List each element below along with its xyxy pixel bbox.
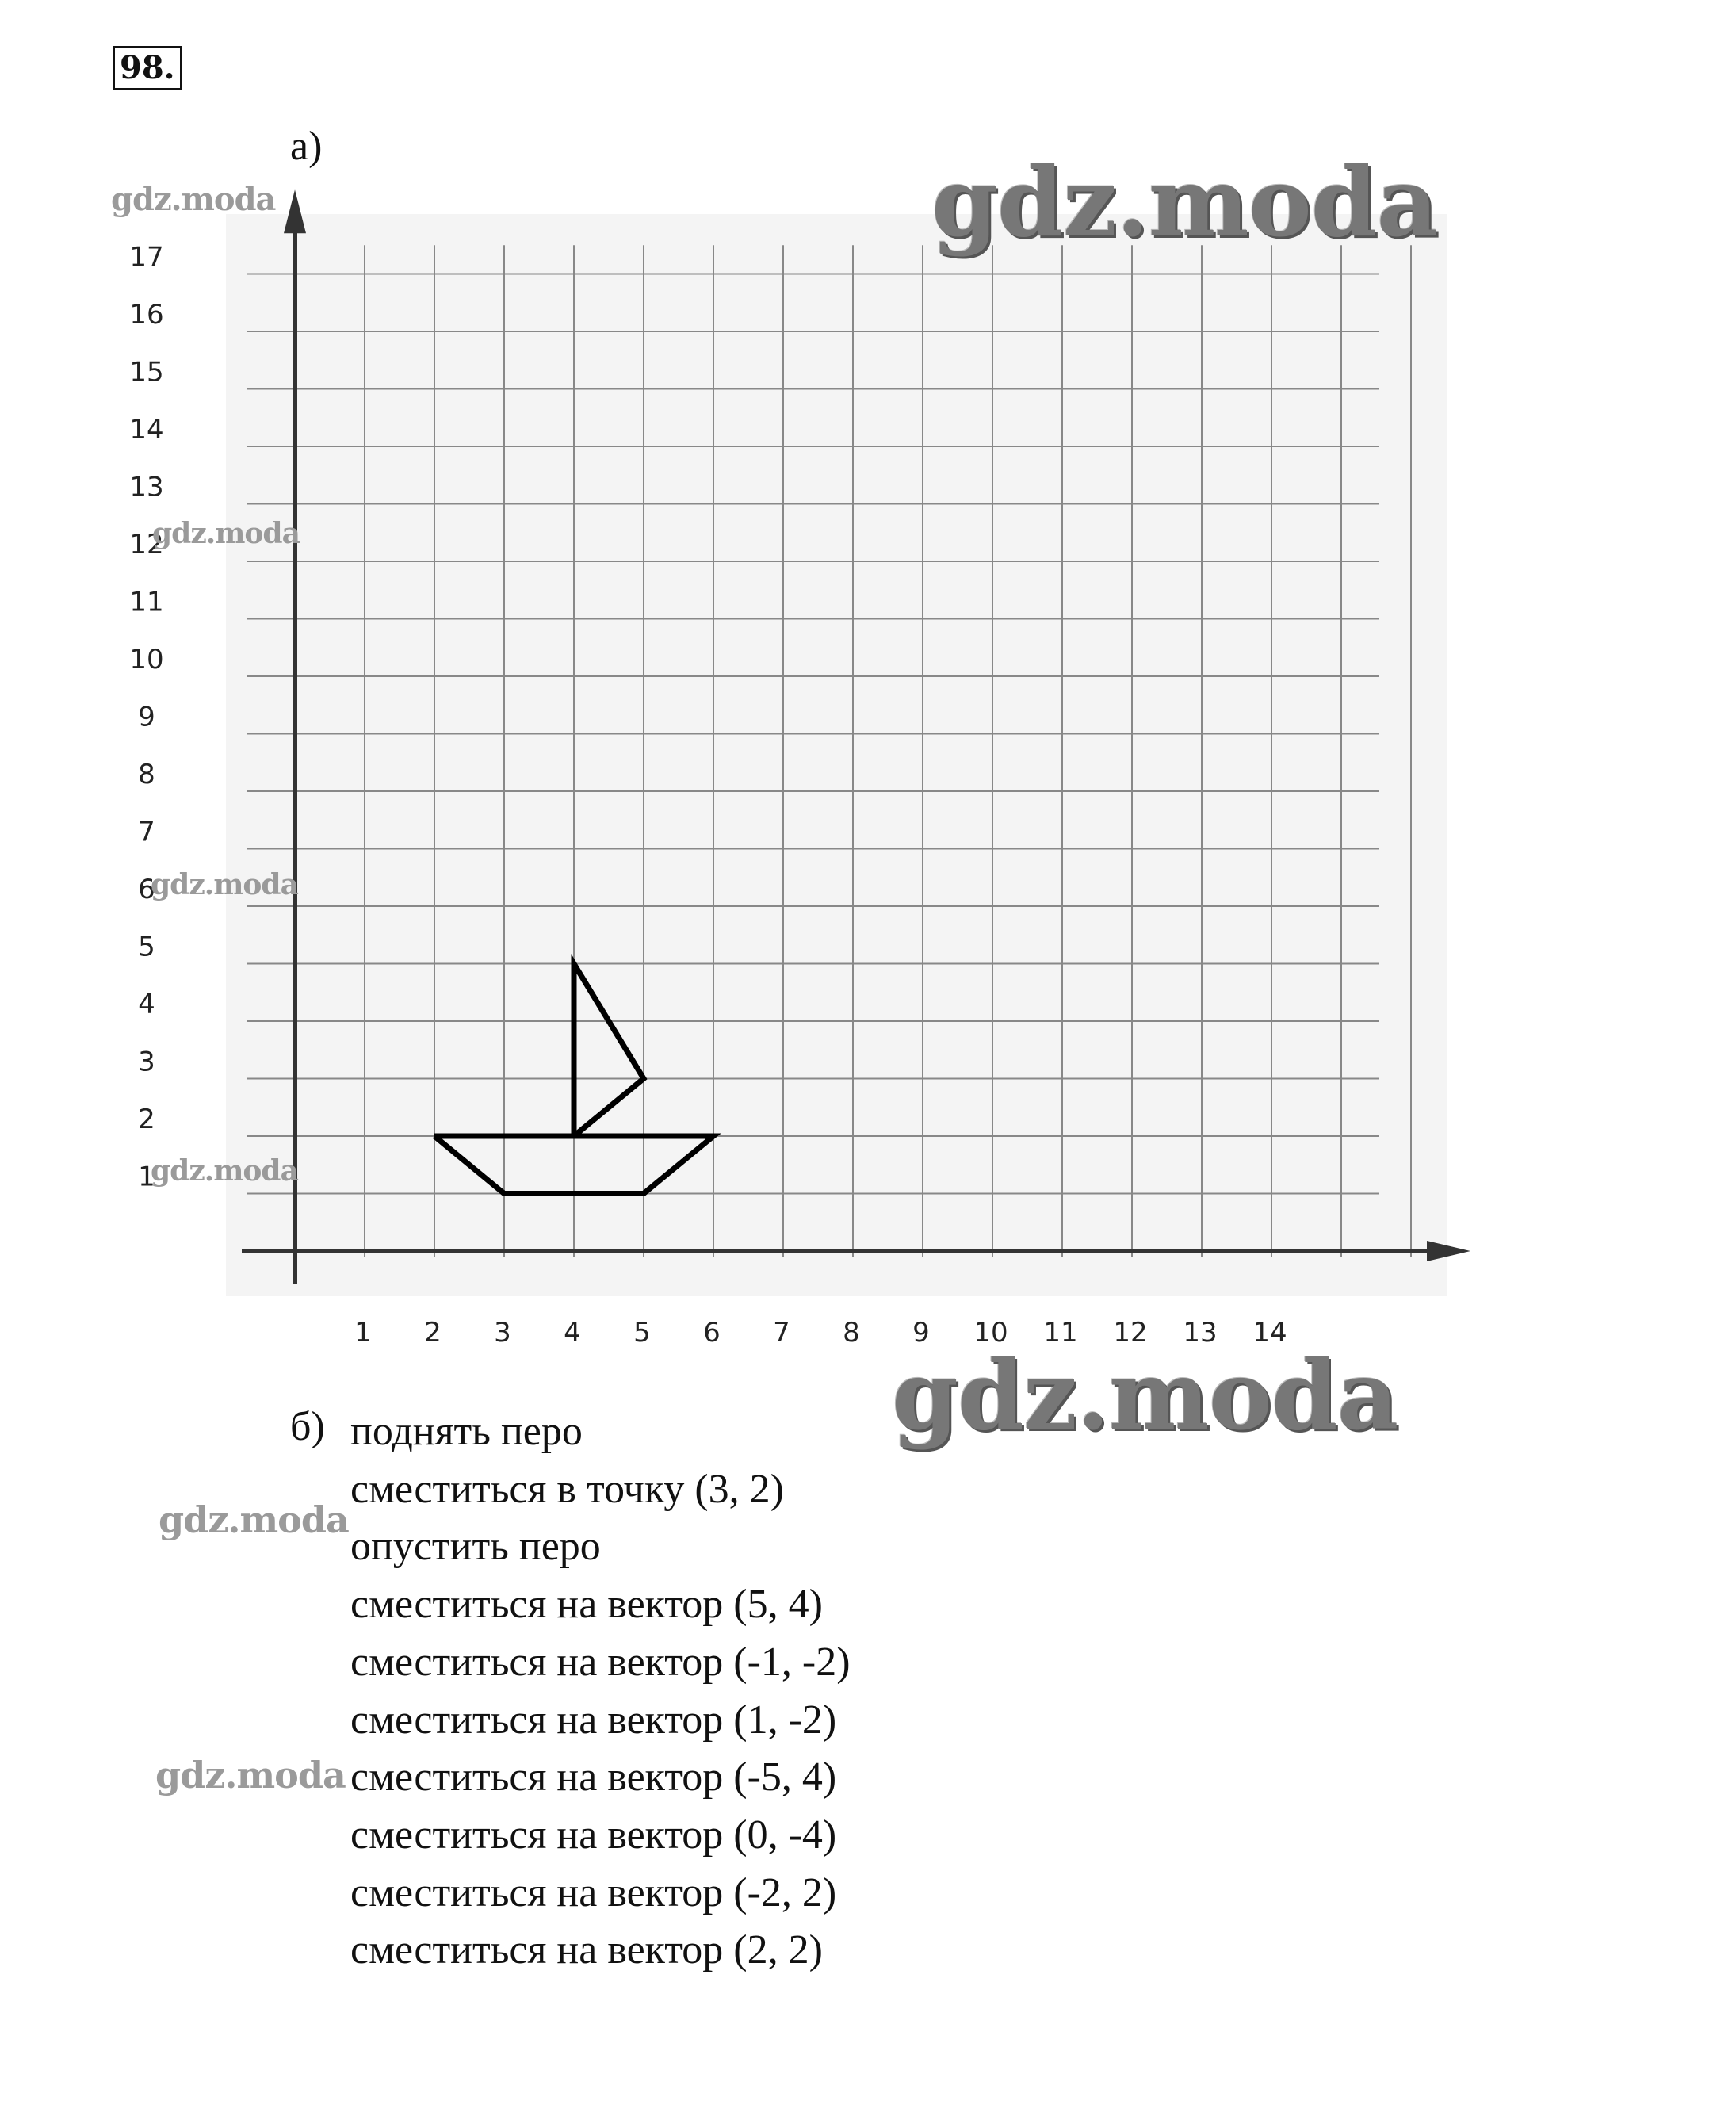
problem-number: 98.: [113, 46, 182, 90]
x-tick-label: 7: [773, 1317, 790, 1349]
y-tick-label: 3: [138, 1046, 155, 1078]
command-item: сместиться в точку (3, 2): [350, 1466, 784, 1512]
watermark: gdz.moda: [892, 1340, 1398, 1452]
watermark: gdz.moda: [159, 1498, 349, 1541]
command-item: сместиться на вектор (-1, -2): [350, 1639, 851, 1685]
x-tick-label: 9: [912, 1317, 930, 1349]
y-tick-label: 4: [138, 989, 155, 1020]
y-tick-label: 7: [138, 816, 155, 848]
part-a-label: а): [290, 124, 323, 169]
x-tick-label: 14: [1252, 1317, 1287, 1349]
x-tick-label: 10: [973, 1317, 1008, 1349]
command-item: сместиться на вектор (-5, 4): [350, 1754, 837, 1800]
y-tick-label: 13: [129, 471, 164, 503]
command-list: [350, 1403, 851, 1980]
y-tick-label: 8: [138, 759, 155, 790]
watermark: gdz.moda: [111, 181, 276, 218]
command-item: сместиться на вектор (1, -2): [350, 1697, 837, 1743]
command-item: сместиться на вектор (2, 2): [350, 1927, 823, 1973]
grid-background: [226, 214, 1447, 1296]
command-item: сместиться на вектор (0, -4): [350, 1812, 837, 1858]
y-tick-label: 11: [129, 586, 164, 618]
watermark: gdz.moda: [155, 1754, 346, 1796]
part-b-label: б): [290, 1404, 325, 1449]
y-tick-labels: [129, 242, 163, 1193]
y-tick-label: 10: [129, 644, 164, 675]
watermark: gdz.moda: [151, 1154, 298, 1188]
x-tick-label: 11: [1043, 1317, 1078, 1349]
x-tick-label: 13: [1183, 1317, 1218, 1349]
watermark: gdz.moda: [151, 868, 298, 901]
x-tick-label: 3: [494, 1317, 511, 1349]
watermark: gdz.moda: [152, 517, 300, 550]
command-item: сместиться на вектор (-2, 2): [350, 1869, 837, 1915]
x-tick-label: 2: [424, 1317, 442, 1349]
command-item: сместиться на вектор (5, 4): [350, 1582, 823, 1628]
x-tick-label: 4: [564, 1317, 581, 1349]
y-tick-label: 2: [138, 1104, 155, 1135]
watermark: gdz.moda: [931, 147, 1438, 258]
x-tick-label: 12: [1113, 1317, 1148, 1349]
y-tick-label: 17: [129, 241, 164, 274]
x-tick-label: 6: [703, 1317, 721, 1349]
y-tick-label: 9: [138, 701, 155, 733]
y-tick-label: 5: [138, 931, 155, 963]
command-item: поднять перо: [350, 1409, 583, 1454]
y-tick-label: 6: [138, 874, 155, 905]
y-tick-label: 15: [129, 356, 164, 388]
y-tick-label: 1: [138, 1161, 155, 1193]
x-axis-arrow: [1427, 1241, 1470, 1261]
x-tick-label: 1: [354, 1317, 372, 1349]
y-axis-arrow: [284, 189, 306, 233]
x-tick-label: 8: [843, 1317, 860, 1349]
y-tick-label: 12: [129, 529, 164, 561]
y-tick-label: 14: [129, 414, 164, 446]
x-tick-label: 5: [633, 1317, 651, 1349]
y-tick-label: 16: [129, 299, 164, 331]
command-item: опустить перо: [350, 1524, 601, 1570]
